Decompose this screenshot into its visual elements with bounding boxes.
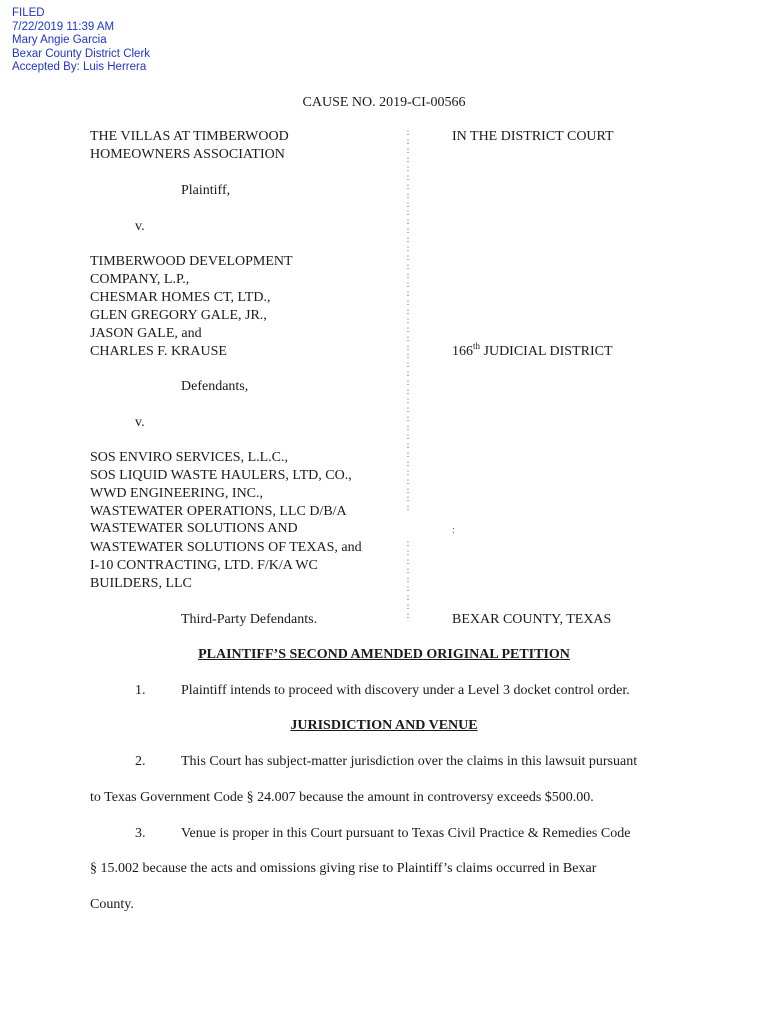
defendant-role: Defendants, [181, 379, 249, 394]
separator-colon: : [406, 421, 410, 432]
separator-colon: : [406, 564, 410, 575]
separator-colon: : [406, 252, 410, 263]
paragraph-text: to Texas Government Code § 24.007 because the amount in controversy exceeds $500.00. [90, 790, 594, 805]
separator-colon [404, 512, 412, 521]
separator-colon: : [406, 591, 410, 602]
district-number: 166 [452, 344, 473, 359]
separator-colon: : [406, 296, 410, 307]
defendant-name-line: COMPANY, L.P., [90, 272, 190, 287]
separator-colon: : [406, 439, 410, 450]
plaintiff-name-line: THE VILLAS AT TIMBERWOOD [90, 129, 289, 144]
document-title: PLAINTIFF’S SECOND AMENDED ORIGINAL PETITION [198, 647, 570, 662]
separator-colon: : [406, 287, 410, 298]
separator-colon: : [406, 359, 410, 370]
county-name: BEXAR COUNTY, TEXAS [452, 612, 612, 627]
separator-colon: : [406, 413, 410, 423]
separator-colon: : [406, 484, 410, 495]
third-party-name-line: SOS LIQUID WASTE HAULERS, LTD, CO., [90, 468, 352, 483]
defendant-name-line: GLEN GREGORY GALE, JR., [90, 308, 267, 323]
separator-colon: : [406, 189, 410, 200]
separator-colon: : [406, 144, 410, 155]
third-party-name-line: WWD ENGINEERING, INC., [90, 486, 264, 501]
third-party-name-line: SOS ENVIRO SERVICES, L.L.C., [90, 450, 289, 465]
separator-colon: : [406, 216, 410, 227]
separator-colon: : [406, 323, 410, 334]
separator-colon: : [406, 341, 410, 352]
separator-colon: : [406, 171, 410, 182]
separator-colon: : [406, 386, 410, 397]
separator-colon: : [406, 162, 410, 173]
stamp-clerk-office: Bexar County District Clerk [12, 47, 151, 60]
separator-colon [404, 521, 412, 530]
separator-colon: : [406, 243, 410, 254]
separator-colon: : [406, 377, 410, 388]
separator-colon: : [406, 404, 410, 415]
separator-colon: : [406, 127, 410, 137]
stamp-datetime: 7/22/2019 11:39 AM [12, 20, 115, 33]
third-party-name-line: I-10 CONTRACTING, LTD. F/K/A WC [90, 558, 318, 573]
third-party-name-line: WASTEWATER SOLUTIONS AND [90, 521, 298, 536]
stamp-accepted-by: Accepted By: Luis Herrera [12, 61, 147, 74]
separator-colon: : [406, 278, 410, 289]
paragraph-text: This Court has subject-matter jurisdiction over the claims in this lawsuit pursuant [181, 754, 638, 769]
separator-colon: : [406, 305, 410, 316]
paragraph-text: Plaintiff intends to proceed with discovery under a Level 3 docket control order. [181, 683, 630, 698]
paragraph-text: Venue is proper in this Court pursuant to Texas Civil Practice & Remedies Code [181, 826, 631, 841]
court-name: IN THE DISTRICT COURT [452, 129, 614, 144]
separator-colon: : [406, 600, 410, 611]
cause-number: CAUSE NO. 2019-CI-00566 [302, 95, 466, 110]
separator-colon: : [406, 582, 410, 593]
separator-colon: : [406, 270, 410, 280]
versus-label: v. [135, 219, 145, 234]
stray-colon: : [452, 525, 455, 536]
separator-colon: : [406, 225, 410, 236]
separator-colon: : [406, 395, 410, 406]
separator-colon: : [406, 314, 410, 325]
third-party-name-line: WASTEWATER OPERATIONS, LLC D/B/A [90, 504, 347, 519]
separator-colon: : [406, 135, 410, 146]
separator-colon: : [406, 153, 410, 164]
separator-colon: : [406, 457, 410, 468]
filing-stamp [12, 7, 150, 75]
plaintiff-name-line: HOMEOWNERS ASSOCIATION [90, 147, 285, 162]
caption-separator [404, 128, 412, 620]
paragraph-number: 2. [135, 754, 146, 769]
separator-colon: : [406, 430, 410, 441]
separator-colon: : [406, 207, 410, 218]
stamp-clerk-name: Mary Angie Garcia [12, 34, 107, 47]
separator-colon: : [406, 180, 410, 191]
third-party-name-line: WASTEWATER SOLUTIONS OF TEXAS, and [90, 540, 362, 555]
separator-colon: : [406, 493, 410, 504]
paragraph-number: 1. [135, 683, 146, 698]
separator-colon: : [406, 475, 410, 486]
defendant-name-line: TIMBERWOOD DEVELOPMENT [90, 254, 293, 269]
defendant-name-line: CHARLES F. KRAUSE [90, 344, 227, 359]
separator-colon: : [406, 332, 410, 343]
plaintiff-role: Plaintiff, [181, 183, 231, 198]
paragraph-number: 3. [135, 826, 146, 841]
third-party-role: Third-Party Defendants. [181, 612, 318, 627]
section-heading: JURISDICTION AND VENUE [290, 718, 478, 733]
separator-colon: : [406, 573, 410, 584]
separator-colon: : [406, 502, 410, 513]
separator-colon: : [406, 368, 410, 379]
separator-colon: : [406, 547, 410, 558]
paragraph-text: § 15.002 because the acts and omissions giving rise to Plaintiff’s claims occurred in Bexar [90, 861, 597, 876]
separator-colon: : [406, 609, 410, 620]
stamp-filed: FILED [12, 7, 45, 19]
judicial-district [452, 343, 613, 361]
separator-colon: : [406, 538, 410, 549]
third-party-name-line: BUILDERS, LLC [90, 576, 192, 591]
separator-colon: : [406, 556, 410, 566]
defendant-name-line: CHESMAR HOMES CT, LTD., [90, 290, 271, 305]
paragraph-text: County. [90, 897, 134, 912]
district-text: JUDICIAL DISTRICT [480, 344, 613, 359]
separator-colon: : [406, 234, 410, 245]
defendant-name-line: JASON GALE, and [90, 326, 202, 341]
separator-colon: : [406, 448, 410, 459]
versus-label: v. [135, 415, 145, 430]
separator-colon: : [406, 198, 410, 209]
district-suffix: th [473, 341, 481, 351]
separator-colon: : [406, 350, 410, 361]
separator-colon: : [406, 466, 410, 477]
separator-colon: : [406, 261, 410, 272]
